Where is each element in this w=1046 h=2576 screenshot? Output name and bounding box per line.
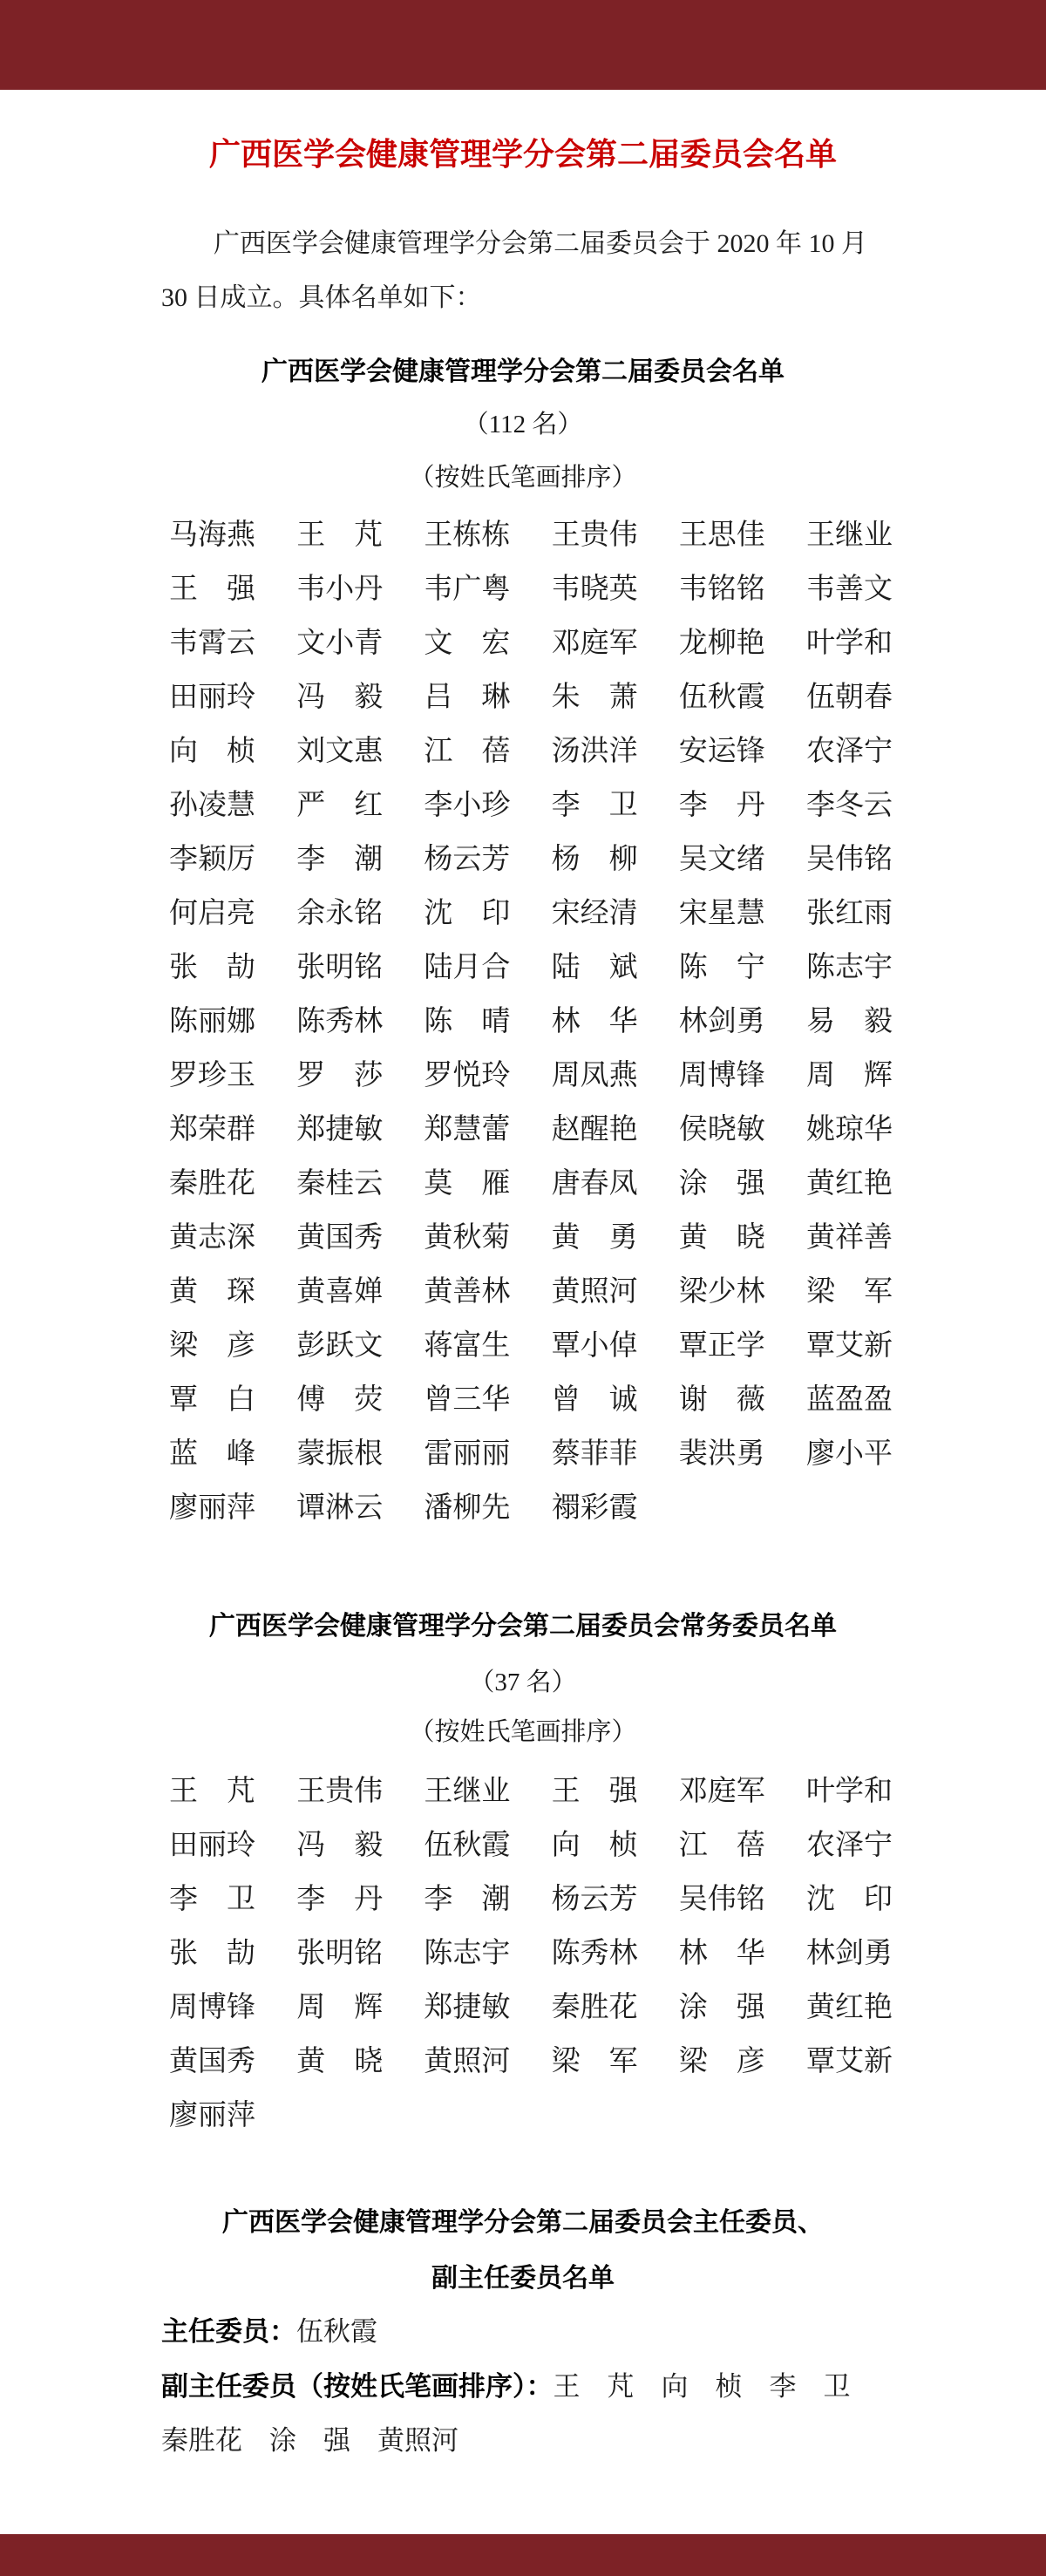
member-name: 孙凌慧: [169, 790, 255, 821]
member-name: 李 卫: [551, 790, 638, 821]
member-name: 周 辉: [296, 1992, 384, 2023]
leadership-heading-line-1: 广西医学会健康管理学分会第二届委员会主任委员、: [222, 2208, 824, 2237]
member-name: 林 华: [551, 1006, 638, 1037]
member-name: 吴伟铭: [805, 844, 893, 875]
member-name: 梁少林: [678, 1276, 765, 1308]
member-name: 周博锋: [169, 1992, 255, 2023]
member-name: 黄喜婵: [296, 1276, 384, 1308]
member-name: 伍秋霞: [424, 1830, 511, 1861]
member-name: 王 芃: [296, 520, 384, 551]
member-name: 蔡菲菲: [551, 1438, 638, 1470]
member-name: 黄照河: [424, 2046, 511, 2077]
member-name: 秦胜花: [551, 1992, 638, 2023]
chairman-label: 主任委员：: [161, 2316, 296, 2347]
standing-members-grid: [169, 1764, 898, 2143]
committee-count-label: （112 名）: [463, 411, 583, 438]
member-name: 林剑勇: [805, 1938, 893, 1969]
member-name: 张红雨: [805, 898, 893, 929]
member-name: 农泽宁: [805, 1830, 893, 1861]
member-name: 叶学和: [805, 628, 893, 659]
member-name: 覃艾新: [805, 2046, 893, 2077]
member-name: 梁 彦: [169, 1330, 255, 1362]
member-name: 吕 琳: [424, 682, 511, 713]
member-name: 田丽玲: [169, 1830, 255, 1861]
member-name: 彭跃文: [296, 1330, 384, 1362]
member-name: 龙柳艳: [678, 628, 765, 659]
member-name: 周博锋: [678, 1060, 765, 1091]
member-name: 罗悦玲: [424, 1060, 511, 1091]
member-name: 黄 晓: [296, 2046, 384, 2077]
member-name: 李 丹: [678, 790, 765, 821]
member-name: 韦广粤: [424, 574, 511, 605]
member-name: 梁 彦: [678, 2046, 765, 2077]
member-name: 杨云芳: [551, 1884, 638, 1915]
member-name: 陈秀林: [296, 1006, 384, 1037]
member-name: 裴洪勇: [678, 1438, 765, 1470]
member-name: 王贵伟: [296, 1776, 384, 1807]
member-name: 张 劼: [169, 952, 255, 983]
member-name: 余永铭: [296, 898, 384, 929]
member-name: 农泽宁: [805, 736, 893, 767]
vice-chairman-names-line-1: 王 芃 向 桢 李 卫: [553, 2371, 851, 2402]
member-name: 冯 毅: [296, 682, 384, 713]
member-name: 李 丹: [296, 1884, 384, 1915]
member-name: 向 桢: [551, 1830, 638, 1861]
doc-title: 广西医学会健康管理学分会第二届委员会名单: [208, 136, 837, 172]
member-name: 张 劼: [169, 1938, 255, 1969]
member-name: 秦胜花: [169, 1168, 255, 1200]
member-name: 黄 晓: [678, 1222, 765, 1254]
intro-line-2: 30 日成立。具体名单如下：: [161, 283, 482, 312]
member-name: 冯 毅: [296, 1830, 384, 1861]
member-name: 宋星慧: [678, 898, 765, 929]
committee-section-heading: 广西医学会健康管理学分会第二届委员会名单: [262, 357, 784, 386]
member-name: 蒋富生: [424, 1330, 511, 1362]
member-name: 韦铭铭: [678, 574, 765, 605]
member-name: 廖丽萍: [169, 1492, 255, 1524]
member-name: 黄 勇: [551, 1222, 638, 1254]
member-name: 黄秋菊: [424, 1222, 511, 1254]
member-name: 李小珍: [424, 790, 511, 821]
member-name: 王思佳: [678, 520, 765, 551]
member-name: 周 辉: [805, 1060, 893, 1091]
member-name: 宋经清: [551, 898, 638, 929]
member-name: 朱 萧: [551, 682, 638, 713]
member-name: 禤彩霞: [551, 1492, 638, 1524]
member-name: 覃 白: [169, 1384, 255, 1416]
member-name: 李冬云: [805, 790, 893, 821]
member-name: 李 潮: [296, 844, 384, 875]
member-name: 黄红艳: [805, 1168, 893, 1200]
committee-members-grid: [169, 508, 898, 1535]
member-name: 廖小平: [805, 1438, 893, 1470]
member-name: 王栋栋: [424, 520, 511, 551]
member-name: 陈志宇: [424, 1938, 511, 1969]
member-name: 王继业: [805, 520, 893, 551]
standing-count-label: （37 名）: [469, 1669, 577, 1696]
member-name: 唐春凤: [551, 1168, 638, 1200]
committee-sort-label: （按姓氏笔画排序）: [409, 464, 637, 492]
member-name: 杨云芳: [424, 844, 511, 875]
member-name: 陈秀林: [551, 1938, 638, 1969]
member-name: 邓庭军: [551, 628, 638, 659]
bottom-bar: [0, 2534, 1046, 2576]
member-name: 曾三华: [424, 1384, 511, 1416]
member-name: 黄志深: [169, 1222, 255, 1254]
vice-chairman-line: [161, 2368, 893, 2406]
member-name: 陆 斌: [551, 952, 638, 983]
member-name: 梁 军: [551, 2046, 638, 2077]
member-name: 林剑勇: [678, 1006, 765, 1037]
member-name: 莫 雁: [424, 1168, 511, 1200]
member-name: 文 宏: [424, 628, 511, 659]
member-name: 黄善林: [424, 1276, 511, 1308]
member-name: 郑荣群: [169, 1114, 255, 1145]
member-name: 梁 军: [805, 1276, 893, 1308]
member-name: 王 芃: [169, 1776, 255, 1807]
member-name: 王 强: [169, 574, 255, 605]
member-name: 吴文绪: [678, 844, 765, 875]
member-name: 王 强: [551, 1776, 638, 1807]
member-name: 林 华: [678, 1938, 765, 1969]
member-name: 陈志宇: [805, 952, 893, 983]
member-name: 黄国秀: [296, 1222, 384, 1254]
member-name: 李颖厉: [169, 844, 255, 875]
member-name: 江 蓓: [424, 736, 511, 767]
top-bar: [0, 0, 1046, 90]
member-name: 罗珍玉: [169, 1060, 255, 1091]
member-name: 叶学和: [805, 1776, 893, 1807]
member-name: 文小青: [296, 628, 384, 659]
member-name: 陈 晴: [424, 1006, 511, 1037]
member-name: 郑捷敏: [424, 1992, 511, 2023]
member-name: 伍秋霞: [678, 682, 765, 713]
member-name: 张明铭: [296, 1938, 384, 1969]
member-name: 涂 强: [678, 1992, 765, 2023]
member-name: 罗 莎: [296, 1060, 384, 1091]
member-name: 傅 荧: [296, 1384, 384, 1416]
member-name: 何启亮: [169, 898, 255, 929]
member-name: 秦桂云: [296, 1168, 384, 1200]
member-name: 吴伟铭: [678, 1884, 765, 1915]
member-name: 黄国秀: [169, 2046, 255, 2077]
vice-chairman-names-line-2: 秦胜花 涂 强 黄照河: [161, 2425, 458, 2456]
member-name: 雷丽丽: [424, 1438, 511, 1470]
member-name: 周凤燕: [551, 1060, 638, 1091]
member-name: 马海燕: [169, 520, 255, 551]
member-name: 易 毅: [805, 1006, 893, 1037]
member-name: 赵醒艳: [551, 1114, 638, 1145]
member-name: 汤洪洋: [551, 736, 638, 767]
leadership-heading-line-2: 副主任委员名单: [431, 2264, 615, 2293]
member-name: 沈 印: [424, 898, 511, 929]
member-name: 覃小倬: [551, 1330, 638, 1362]
member-name: 沈 印: [805, 1884, 893, 1915]
member-name: 谭淋云: [296, 1492, 384, 1524]
chairman-names: 伍秋霞: [296, 2316, 377, 2347]
member-name: 蓝 峰: [169, 1438, 255, 1470]
member-name: 蓝盈盈: [805, 1384, 893, 1416]
chairman-line: [161, 2313, 893, 2351]
member-name: 安运锋: [678, 736, 765, 767]
member-name: 王继业: [424, 1776, 511, 1807]
member-name: 姚琼华: [805, 1114, 893, 1145]
member-name: 郑捷敏: [296, 1114, 384, 1145]
member-name: 刘文惠: [296, 736, 384, 767]
member-name: 王贵伟: [551, 520, 638, 551]
member-name: 蒙振根: [296, 1438, 384, 1470]
member-name: 韦善文: [805, 574, 893, 605]
member-name: 谢 薇: [678, 1384, 765, 1416]
member-name: 韦小丹: [296, 574, 384, 605]
member-name: 邓庭军: [678, 1776, 765, 1807]
member-name: 黄照河: [551, 1276, 638, 1308]
member-name: 陈丽娜: [169, 1006, 255, 1037]
member-name: 侯晓敏: [678, 1114, 765, 1145]
member-name: 江 蓓: [678, 1830, 765, 1861]
member-name: 韦霄云: [169, 628, 255, 659]
member-name: 黄 琛: [169, 1276, 255, 1308]
member-name: 韦晓英: [551, 574, 638, 605]
vice-chairman-label: 副主任委员（按姓氏笔画排序）：: [161, 2371, 554, 2402]
member-name: 田丽玲: [169, 682, 255, 713]
standing-sort-label: （按姓氏笔画排序）: [409, 1718, 637, 1746]
member-name: 黄红艳: [805, 1992, 893, 2023]
member-name: 严 红: [296, 790, 384, 821]
member-name: 涂 强: [678, 1168, 765, 1200]
member-name: 潘柳先: [424, 1492, 511, 1524]
member-name: 廖丽萍: [169, 2100, 255, 2131]
member-name: 伍朝春: [805, 682, 893, 713]
member-name: 杨 柳: [551, 844, 638, 875]
member-name: 张明铭: [296, 952, 384, 983]
member-name: 郑慧蕾: [424, 1114, 511, 1145]
member-name: 覃艾新: [805, 1330, 893, 1362]
member-name: 黄祥善: [805, 1222, 893, 1254]
intro-line-1: 广西医学会健康管理学分会第二届委员会于 2020 年 10 月: [214, 229, 867, 258]
member-name: 向 桢: [169, 736, 255, 767]
member-name: 覃正学: [678, 1330, 765, 1362]
standing-section-heading: 广西医学会健康管理学分会第二届委员会常务委员名单: [209, 1612, 837, 1641]
member-name: 陆月合: [424, 952, 511, 983]
member-name: 曾 诚: [551, 1384, 638, 1416]
member-name: 李 卫: [169, 1884, 255, 1915]
member-name: 李 潮: [424, 1884, 511, 1915]
member-name: 陈 宁: [678, 952, 765, 983]
